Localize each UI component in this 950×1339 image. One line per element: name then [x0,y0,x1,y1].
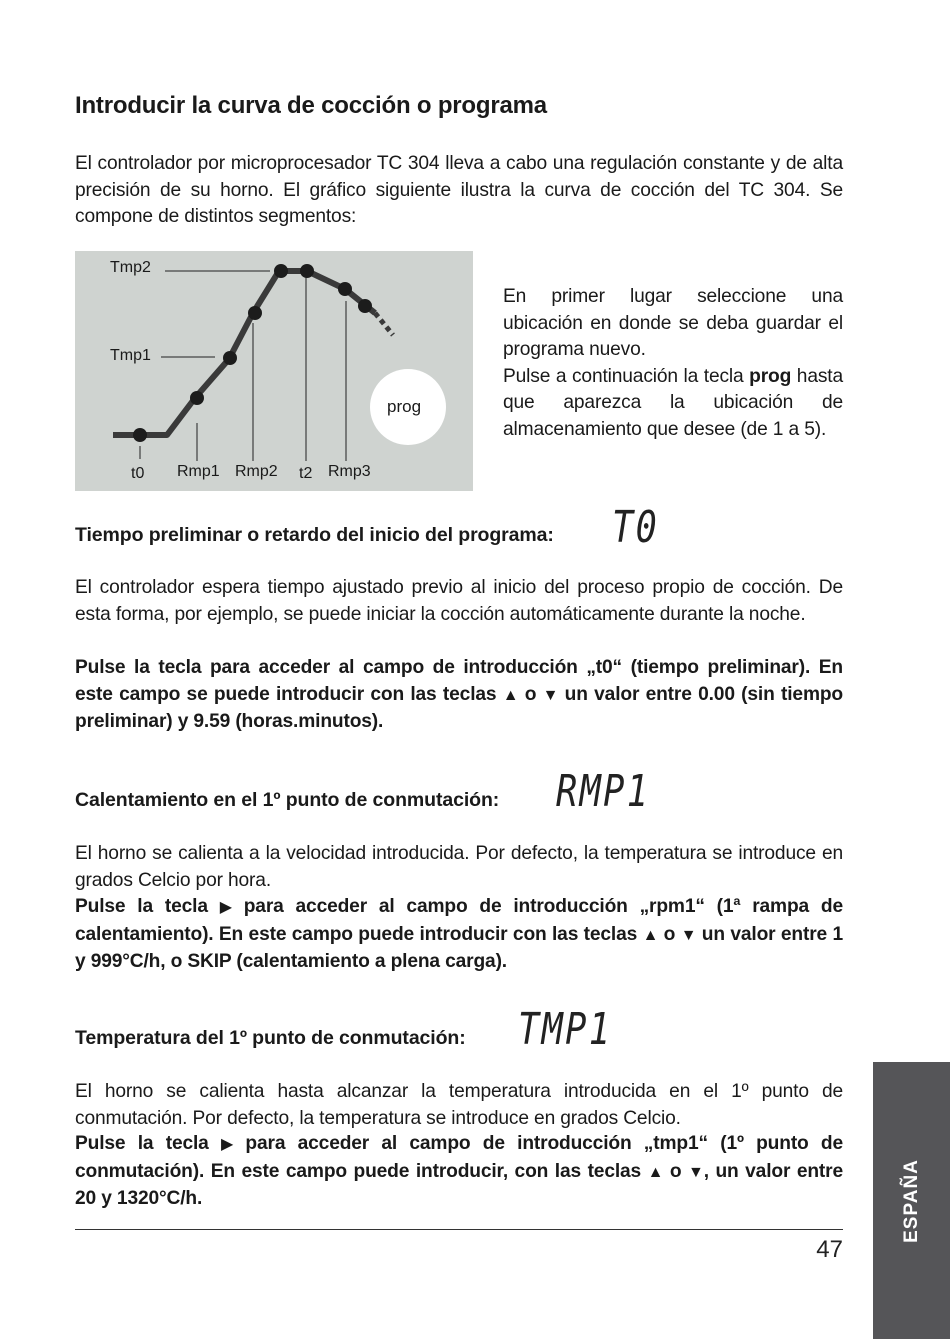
label-tmp1: Tmp1 [110,347,151,364]
curve-point-rmp3b [358,299,372,313]
section-instructions-rmp1 [75,894,843,976]
right-triangle-icon: ▶ [220,1136,234,1153]
tmp1-instr-a: Pulse la tecla [75,1133,221,1154]
label-tmp2: Tmp2 [110,259,151,276]
section-heading-tmp1: Temperatura del 1º punto de conmutación: [75,1027,466,1049]
firing-curve-line [113,271,375,435]
prog-button-label: prog [387,397,422,416]
curve-point-t0 [133,428,147,442]
label-rmp1: Rmp1 [177,463,220,480]
intro-paragraph: El controlador por microprocesador TC 304 lleva a cabo una regulación constante y de alta precisión de su horno. El gráfico siguiente ilustra la curva de cocción del TC 304. Se compone de distintos segmentos: [75,153,843,227]
down-triangle-icon: ▼ [680,926,697,944]
figure-text-p2-bold: prog [749,365,792,387]
rmp1-instr-b: para acceder al campo de introducción „rpm1“ (1ª rampa de calentamiento). En este campo puede introducir con las teclas [75,896,844,945]
figure-text-p1: En primer lugar seleccione una ubicación en donde se deba guardar el programa nuevo. [503,286,843,360]
page-title: Introducir la curva de cocción o programa [75,92,547,119]
curve-point-tmp2b [300,264,314,278]
t0-instr-a: Pulse la tecla para acceder al campo de introducción „t0“ (tiempo preliminar). En este campo se puede introducir con las teclas [75,657,843,705]
curve-point-rmp3 [338,282,352,296]
rmp1-instr-d: un valor entre 1 y 999°C/h, o SKIP (calentamiento a plena carga). [75,923,843,972]
down-triangle-icon: ▼ [688,1163,704,1181]
label-rmp3: Rmp3 [328,463,371,480]
section-body-t0: El controlador espera tiempo ajustado previo al inicio del proceso propio de cocción. De esta forma, por ejemplo, se puede iniciar la cocción automáticamente durante la noche. [75,577,843,625]
tmp1-instr-d: , un valor entre 20 y 1320°C/h. [75,1160,844,1209]
section-heading-t0: Tiempo preliminar o retardo del inicio del programa: [75,524,554,546]
section-body-tmp1: El horno se calienta hasta alcanzar la temperatura introducida en el 1º punto de conmutación. Por defecto, la temperatura se introduce en grados Celcio. [75,1081,843,1129]
figure-text-p2-b: hasta que aparezca la ubicación de almacenamiento que desee (de 1 a 5). [503,365,843,440]
page-number: 47 [816,1236,843,1263]
rmp1-instr-c: o [658,923,681,945]
footer-rule [75,1229,843,1230]
figure-side-text [503,284,843,443]
label-rmp2: Rmp2 [235,463,278,480]
up-triangle-icon: ▲ [642,926,659,944]
curve-point-rmp2 [248,306,262,320]
right-triangle-icon: ▶ [219,899,232,916]
lcd-display-rmp1: RMP1 [556,766,651,817]
label-t2: t2 [299,465,313,482]
lcd-display-tmp1: TMP1 [518,1004,613,1055]
tmp1-instr-b: para acceder al campo de introducción „tmp1“ (1º punto de conmutación). En este campo puede introducir, con las teclas [75,1133,844,1182]
lcd-display-t0: T0 [612,502,660,553]
section-body-rmp1: El horno se calienta a la velocidad introducida. Por defecto, la temperatura se introduce en grados Celcio por hora. [75,843,843,891]
side-tab-label: ESPAÑA [900,1158,922,1243]
firing-curve-continuation [375,313,393,335]
firing-curve-figure [75,251,473,491]
figure-text-p2-a: Pulse a continuación la tecla [503,365,750,387]
firing-curve-diagram [75,251,473,491]
curve-point-tmp2a [274,264,288,278]
label-t0: t0 [131,465,145,482]
figure-text-p2 [503,364,843,444]
section-instructions-tmp1 [75,1131,843,1213]
section-instructions-t0 [75,655,843,736]
t0-instr-c: un valor entre 0.00 (sin tiempo preliminar) y 9.59 (horas.minutos). [75,683,843,732]
rmp1-instr-a: Pulse la tecla [75,896,220,917]
language-side-tab [873,1062,950,1339]
down-triangle-icon: ▼ [542,686,559,704]
curve-point-rmp1 [190,391,204,405]
section-heading-rmp1: Calentamiento en el 1º punto de conmutación: [75,789,500,811]
curve-point-rmp1b [223,351,237,365]
t0-instr-b: o [518,683,543,705]
up-triangle-icon: ▲ [647,1163,664,1181]
tmp1-instr-c: o [663,1160,689,1182]
up-triangle-icon: ▲ [502,686,519,704]
